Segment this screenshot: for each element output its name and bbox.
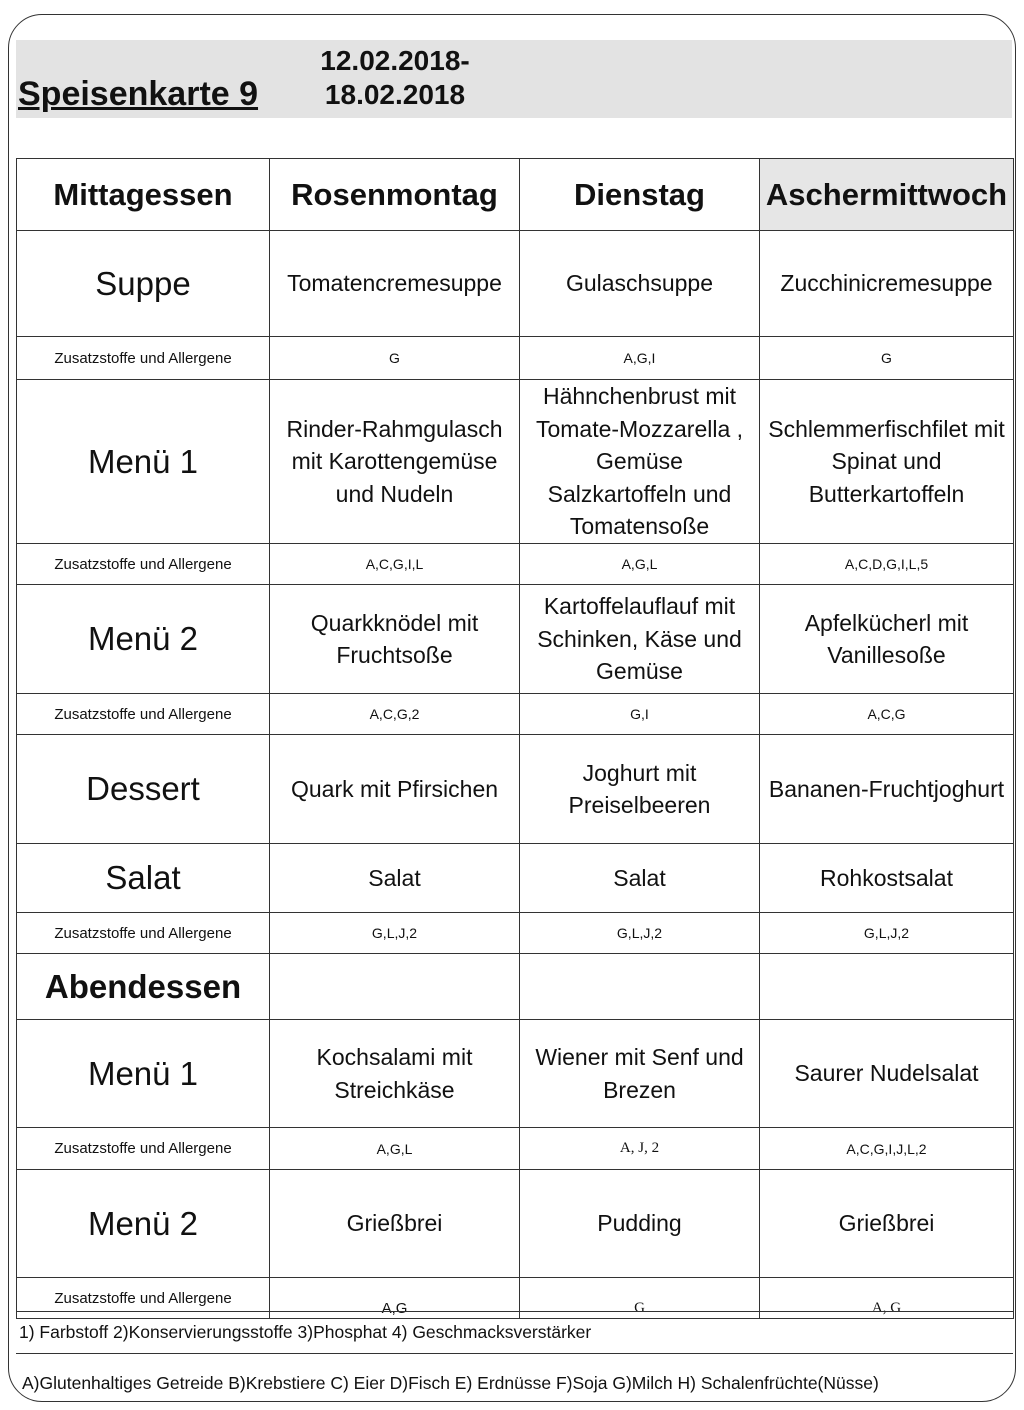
date-range xyxy=(300,44,490,112)
column-header-row xyxy=(17,159,1014,231)
dish-cell: Schlemmerfischfilet mit Spinat und Butterkartoffeln xyxy=(760,380,1014,544)
date-start: 12.02.2018- xyxy=(320,45,470,76)
row-label: Menü 2 xyxy=(17,1170,270,1278)
column-header-wednesday: Aschermittwoch xyxy=(760,159,1014,231)
column-header-monday: Rosenmontag xyxy=(270,159,520,231)
allergen-cell: G xyxy=(520,1278,760,1319)
allergen-cell: G,I xyxy=(520,694,760,735)
allergen-cell: G,L,J,2 xyxy=(520,913,760,954)
row-label: Dessert xyxy=(17,735,270,844)
row-label: Menü 1 xyxy=(17,380,270,544)
allergen-label: Zusatzstoffe und Allergene xyxy=(17,544,270,585)
dish-cell: Saurer Nudelsalat xyxy=(760,1020,1014,1128)
dish-cell: Quark mit Pfirsichen xyxy=(270,735,520,844)
dish-cell: Bananen-Fruchtjoghurt xyxy=(760,735,1014,844)
allergen-cell: A, J, 2 xyxy=(520,1128,760,1170)
empty-cell xyxy=(760,954,1014,1020)
dish-cell: Joghurt mit Preiselbeeren xyxy=(520,735,760,844)
row-label: Menü 1 xyxy=(17,1020,270,1128)
dish-cell: Grießbrei xyxy=(760,1170,1014,1278)
dish-cell: Wiener mit Senf und Brezen xyxy=(520,1020,760,1128)
section-label-dinner: Abendessen xyxy=(17,954,270,1020)
allergen-cell: A,C,G xyxy=(760,694,1014,735)
allergen-label: Zusatzstoffe und Allergene xyxy=(17,913,270,954)
row-suppe xyxy=(17,231,1014,337)
row-dessert xyxy=(17,735,1014,844)
empty-cell xyxy=(270,954,520,1020)
allergen-cell: A,G,L xyxy=(270,1128,520,1170)
row-label: Salat xyxy=(17,844,270,913)
dish-cell: Apfelkücherl mit Vanillesoße xyxy=(760,585,1014,694)
dish-cell: Tomatencremesuppe xyxy=(270,231,520,337)
allergen-label: Zusatzstoffe und Allergene xyxy=(17,337,270,380)
row-dinner-menu2 xyxy=(17,1170,1014,1278)
footnote-additives: 1) Farbstoff 2)Konservierungsstoffe 3)Phosphat 4) Geschmacksverstärker xyxy=(16,1311,1013,1354)
page-title: Speisenkarte 9 xyxy=(18,75,259,113)
allergen-cell: G xyxy=(760,337,1014,380)
allergen-label: Zusatzstoffe und Allergene xyxy=(17,694,270,735)
row-menu2-allergens xyxy=(17,694,1014,735)
row-label: Suppe xyxy=(17,231,270,337)
dish-cell: Rohkostsalat xyxy=(760,844,1014,913)
dish-cell: Zucchinicremesuppe xyxy=(760,231,1014,337)
allergen-label: Zusatzstoffe und Allergene xyxy=(17,1278,270,1319)
allergen-cell: A,C,G,I,L xyxy=(270,544,520,585)
dish-cell: Quarkknödel mit Fruchtsoße xyxy=(270,585,520,694)
dish-cell: Hähnchenbrust mit Tomate-Mozzarella , Gemüse Salzkartoffeln und Tomatensoße xyxy=(520,380,760,544)
row-menu1-allergens xyxy=(17,544,1014,585)
allergen-cell: G,L,J,2 xyxy=(760,913,1014,954)
row-dinner-menu1-allergens xyxy=(17,1128,1014,1170)
dish-cell: Grießbrei xyxy=(270,1170,520,1278)
menu-table xyxy=(16,158,1014,1319)
allergen-cell: A,G,I xyxy=(520,337,760,380)
allergen-cell: A,G,L xyxy=(520,544,760,585)
allergen-cell: G xyxy=(270,337,520,380)
footnote-allergens: A)Glutenhaltiges Getreide B)Krebstiere C) Eier D)Fisch E) Erdnüsse F)Soja G)Milch H) Schalenfrüchte(Nüsse) xyxy=(22,1373,879,1393)
allergen-cell: A,C,G,2 xyxy=(270,694,520,735)
allergen-cell: A, G xyxy=(760,1278,1014,1319)
row-menu1 xyxy=(17,380,1014,544)
dish-cell: Salat xyxy=(520,844,760,913)
column-header-meal: Mittagessen xyxy=(17,159,270,231)
dish-cell: Gulaschsuppe xyxy=(520,231,760,337)
allergen-cell: G,L,J,2 xyxy=(270,913,520,954)
dish-cell: Kartoffelauflauf mit Schinken, Käse und Gemüse xyxy=(520,585,760,694)
allergen-cell: A,C,G,I,J,L,2 xyxy=(760,1128,1014,1170)
allergen-label: Zusatzstoffe und Allergene xyxy=(17,1128,270,1170)
row-suppe-allergens xyxy=(17,337,1014,380)
dish-cell: Rinder-Rahmgulasch mit Karottengemüse und Nudeln xyxy=(270,380,520,544)
row-label: Menü 2 xyxy=(17,585,270,694)
dish-cell: Salat xyxy=(270,844,520,913)
row-dinner-menu1 xyxy=(17,1020,1014,1128)
row-abendessen xyxy=(17,954,1014,1020)
dish-cell: Kochsalami mit Streichkäse xyxy=(270,1020,520,1128)
empty-cell xyxy=(520,954,760,1020)
allergen-cell: A,G xyxy=(270,1278,520,1319)
dish-cell: Pudding xyxy=(520,1170,760,1278)
row-salat-allergens xyxy=(17,913,1014,954)
column-header-tuesday: Dienstag xyxy=(520,159,760,231)
allergen-cell: A,C,D,G,I,L,5 xyxy=(760,544,1014,585)
row-menu2 xyxy=(17,585,1014,694)
date-end: 18.02.2018 xyxy=(324,79,466,110)
row-salat xyxy=(17,844,1014,913)
